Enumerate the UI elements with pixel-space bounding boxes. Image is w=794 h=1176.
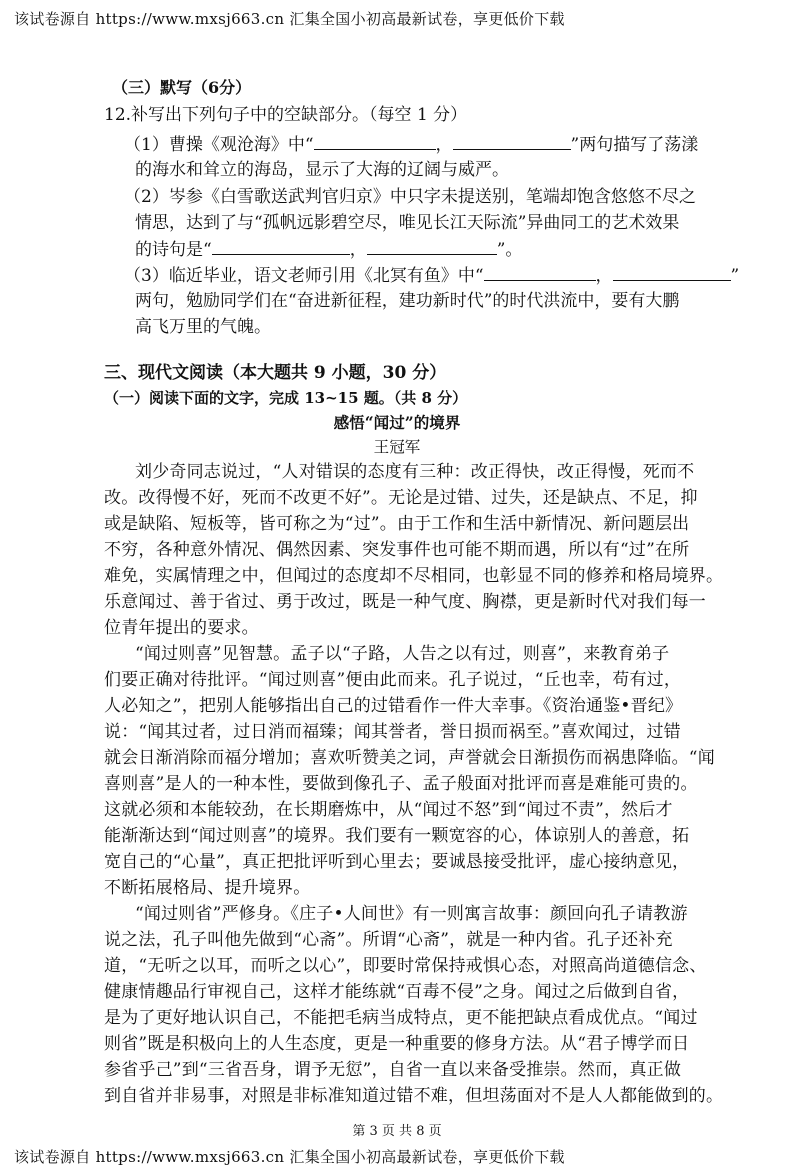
q12-item2-line1: （2）岑参《白雪歌送武判官归京》中只字未提送别，笔端却饱含悠悠不尽之 <box>124 187 696 207</box>
article-line: “闻过则省”严修身。《庄子•人间世》有一则寓言故事：颜回向孔子请教游 <box>135 904 688 924</box>
article-line: 或是缺陷、短板等，皆可称之为“过”。由于工作和生活中新情况、新问题层出 <box>104 514 690 534</box>
q12-item2-line3 <box>135 238 522 261</box>
article-line: 这就必须和本能较劲，在长期磨炼中，从“闻过不怒”到“闻过不责”，然后才 <box>104 800 673 820</box>
article-line: 参省乎己”到“三省吾身，谓予无愆”，自省一直以来备受推崇。然而，真正做 <box>104 1060 682 1080</box>
article-line: 说：“闻其过者，过日消而福臻；闻其誉者，誉日损而祸至。”喜欢闻过，过错 <box>104 722 681 742</box>
article-line: 则省”既是积极向上的人生态度，更是一种重要的修身方法。从“君子博学而日 <box>104 1034 690 1054</box>
answer-blank-1[interactable] <box>314 133 436 150</box>
article-line: 刘少奇同志说过，“人对错误的态度有三种：改正得快，改正得慢，死而不 <box>135 462 695 482</box>
reading-subheading: （一）阅读下面的文字，完成 13~15 题。（共 8 分） <box>104 389 468 407</box>
q12-item1-line1 <box>124 133 698 156</box>
q12-item3-text-b: ， <box>595 266 613 286</box>
article-line: 说之法，孔子叫他先做到“心斋”。所谓“心斋”，就是一种内省。孔子还补充 <box>104 930 673 950</box>
q12-item3-text-a: （3）临近毕业，语文老师引用《北冥有鱼》中“ <box>124 266 484 286</box>
article-line: 位青年提出的要求。 <box>104 618 259 638</box>
q12-item1-text-c: ”两句描写了荡漾 <box>570 135 699 155</box>
article-line: 就会日渐消除而福分增加；喜欢听赞美之词，声誉就会日渐损伤而祸患降临。“闻 <box>104 748 715 768</box>
page-number: 第 3 页 共 8 页 <box>352 1124 442 1139</box>
article-line: 道，“无听之以耳，而听之以心”，即要时常保持戒惧心态，对照高尚道德信念、 <box>104 956 707 976</box>
q12-item3-line1 <box>124 264 739 287</box>
article-line: 到自省并非易事，对照是非标准知道过错不难，但坦荡面对不是人人都能做到的。 <box>104 1086 724 1106</box>
article-line: 健康情趣品行审视自己，这样才能练就“百毒不侵”之身。闻过之后做到自省， <box>104 982 690 1002</box>
article-line: 难免，实属情理之中，但闻过的态度却不尽相同，也彰显不同的修养和格局境界。 <box>104 566 724 586</box>
article-line: 不穷，各种意外情况、偶然因素、突发事件也可能不期而遇，所以有“过”在所 <box>104 540 690 560</box>
dictation-heading: （三）默写（6分） <box>112 78 252 97</box>
answer-blank-3[interactable] <box>212 238 350 255</box>
q12-item2-line2: 情思，达到了与“孤帆远影碧空尽，唯见长江天际流”异曲同工的艺术效果 <box>135 213 680 233</box>
source-banner-bottom: 该试卷源自 https://www.mxsj663.cn 汇集全国小初高最新试卷，享更低价下载 <box>14 1148 565 1166</box>
article-line: 改。改得慢不好，死而不改更不好”。无论是过错、过失，还是缺点、不足，抑 <box>104 488 698 508</box>
article-line: 人必知之”，把别人能够指出自己的过错看作一件大幸事。《资治通鉴•晋纪》 <box>104 696 683 716</box>
article-line: 能渐渐达到“闻过则喜”的境界。我们要有一颗宽容的心，体谅别人的善意，拓 <box>104 826 690 846</box>
q12-item2-text-c: ”。 <box>496 240 523 260</box>
article-title: 感悟“闻过”的境界 <box>333 413 461 432</box>
article-line: 不断拓展格局、提升境界。 <box>104 878 311 898</box>
question-12-stem: 12.补写出下列句子中的空缺部分。（每空 1 分） <box>104 105 468 125</box>
q12-item1-text-b: ， <box>435 135 453 155</box>
article-line: 宽自己的“心量”，真正把批评听到心里去；要诚恳接受批评，虚心接纳意见， <box>104 852 690 872</box>
article-line: 喜则喜”是人的一种本性，要做到像孔子、孟子般面对批评而喜是难能可贵的。 <box>104 774 698 794</box>
article-author: 王冠军 <box>373 438 421 456</box>
article-line: 们要正确对待批评。“闻过则喜”便由此而来。孔子说过，“丘也幸，苟有过， <box>104 670 682 690</box>
reading-section-heading: 三、现代文阅读（本大题共 9 小题，30 分） <box>104 363 447 383</box>
answer-blank-5[interactable] <box>484 264 596 281</box>
answer-blank-6[interactable] <box>613 264 731 281</box>
source-banner-top: 该试卷源自 https://www.mxsj663.cn 汇集全国小初高最新试卷，享更低价下载 <box>14 10 565 28</box>
q12-item2-text-b: ， <box>349 240 367 260</box>
article-line: “闻过则喜”见智慧。孟子以“子路，人告之以有过，则喜”，来教育弟子 <box>135 644 670 664</box>
q12-item1-text-a: （1）曹操《观沧海》中“ <box>124 135 314 155</box>
article-line: 乐意闻过、善于省过、勇于改过，既是一种气度、胸襟，更是新时代对我们每一 <box>104 592 706 612</box>
q12-item3-text-c: ” <box>730 266 740 286</box>
answer-blank-4[interactable] <box>367 238 497 255</box>
q12-item2-text-a: 的诗句是“ <box>135 240 212 260</box>
q12-item3-line3: 高飞万里的气魄。 <box>135 317 271 337</box>
q12-item1-line2: 的海水和耸立的海岛，显示了大海的辽阔与威严。 <box>135 160 509 180</box>
article-line: 是为了更好地认识自己，不能把毛病当成特点，更不能把缺点看成优点。“闻过 <box>104 1008 698 1028</box>
answer-blank-2[interactable] <box>453 133 571 150</box>
q12-item3-line2: 两句，勉励同学们在“奋进新征程，建功新时代”的时代洪流中，要有大鹏 <box>135 291 680 311</box>
